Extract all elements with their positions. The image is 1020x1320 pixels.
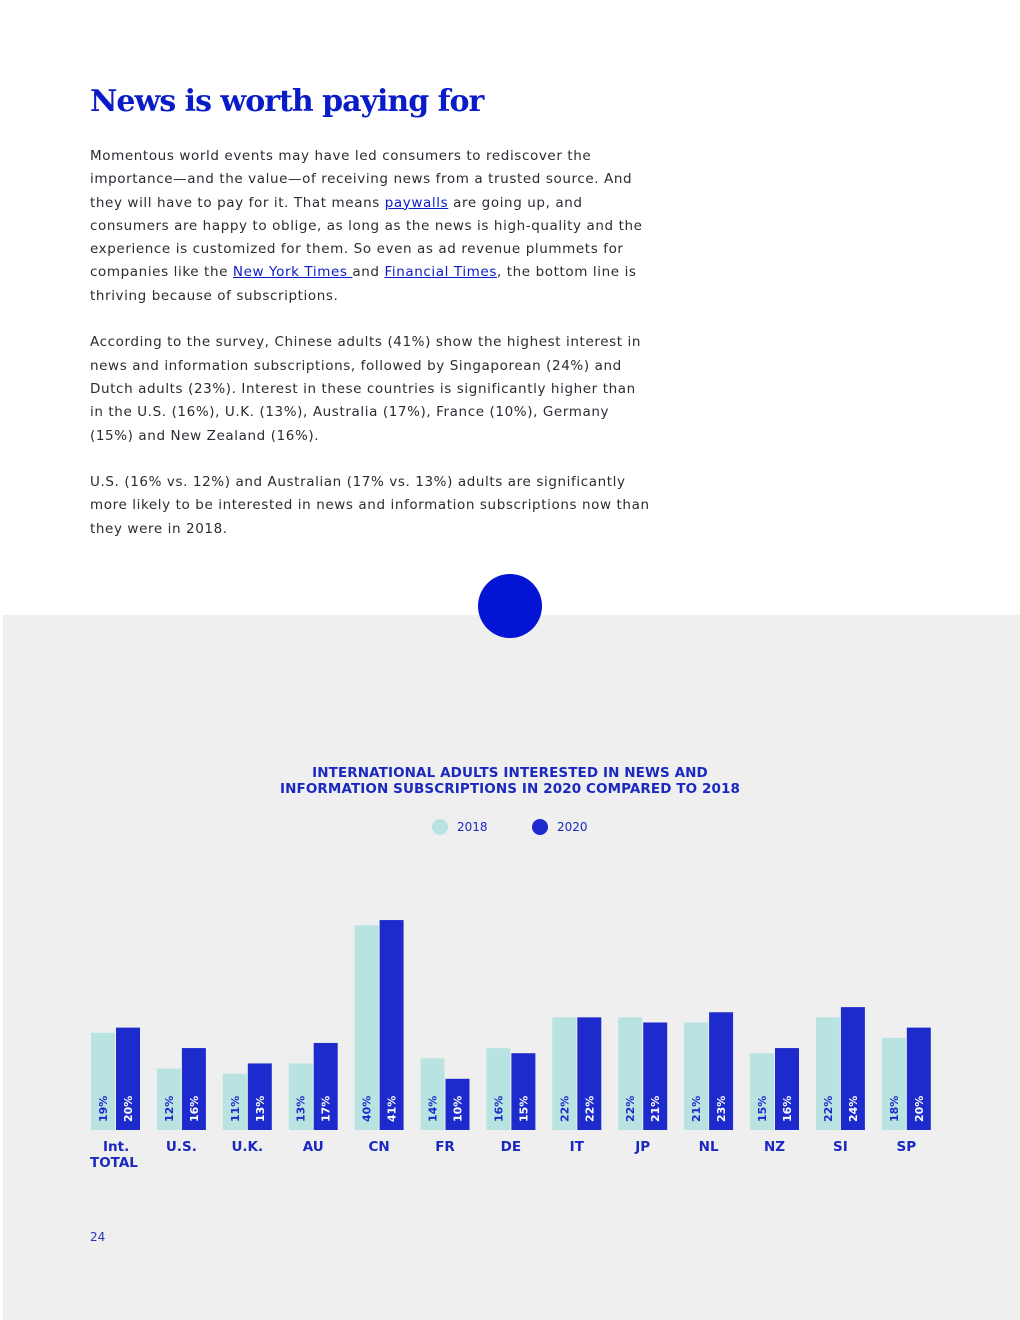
data-label-2018-fr: 14% (426, 1095, 440, 1122)
category-label-sp: SP (896, 1139, 917, 1155)
data-label-2018-jp: 22% (624, 1095, 638, 1122)
data-label-2020-u-s: 16% (187, 1095, 201, 1122)
financial-times-link[interactable]: Financial Times (384, 264, 497, 281)
data-label-2018-cn: 40% (360, 1095, 374, 1122)
data-label-2020-fr: 10% (451, 1095, 465, 1122)
paragraph-us-australia: U.S. (16% vs. 12%) and Australian (17% vs. 13%) adults are significantly more likely to be interested in news and information subscriptions now than they were in 2018. (90, 474, 650, 537)
legend-label-2020: 2020 (557, 820, 588, 834)
data-label-2018-nl: 21% (690, 1095, 704, 1122)
data-label-2020-it: 22% (583, 1095, 597, 1122)
category-label-int-total: Int. TOTAL (90, 1139, 138, 1171)
category-label-it: IT (569, 1139, 584, 1155)
category-label-si: SI (833, 1139, 848, 1155)
category-label-cn: CN (368, 1139, 390, 1155)
paragraph-text: Momentous world events may have led consumers to rediscover the importance—and the value—of receiving news from a trusted source. And they will have to pay for it. That means (90, 148, 633, 211)
data-label-2020-au: 17% (319, 1095, 333, 1122)
legend-label-2018: 2018 (457, 820, 488, 834)
data-label-2018-sp: 18% (887, 1095, 901, 1122)
data-label-2020-si: 24% (846, 1095, 860, 1122)
category-label-de: DE (500, 1139, 522, 1155)
data-label-2018-nz: 15% (756, 1095, 769, 1122)
data-label-2020-cn: 41% (385, 1095, 399, 1122)
category-label-fr: FR (435, 1139, 455, 1155)
data-label-2020-int-total: 20% (122, 1095, 135, 1122)
category-label-nz: NZ (763, 1139, 786, 1155)
paywalls-link[interactable]: paywalls (384, 194, 449, 211)
data-label-2018-si: 22% (821, 1095, 835, 1122)
category-label-nl: NL (698, 1139, 719, 1155)
data-label-2018-de: 16% (492, 1095, 506, 1122)
category-label-au: AU (302, 1139, 324, 1155)
page-number: 24 (90, 1230, 106, 1244)
category-label-u-s: U.S. (165, 1139, 197, 1155)
data-label-2020-jp: 21% (649, 1095, 663, 1122)
chart-title-line-1: INTERNATIONAL ADULTS INTERESTED IN NEWS AND (312, 765, 708, 781)
paragraph-text: , the bottom line is thriving because of subscriptions. (90, 264, 637, 304)
paragraph-text: are going up, and consumers are happy to oblige, as long as the news is high-quality and the experience is customized for them. So even as ad revenue plummets for companies like the (90, 194, 643, 281)
data-label-2018-u-k: 11% (228, 1095, 242, 1122)
data-label-2018-int-total: 19% (97, 1095, 110, 1122)
data-label-2020-sp: 20% (912, 1095, 926, 1122)
new-york-times-link[interactable]: New York Times (232, 264, 353, 281)
paragraph-text: and (352, 264, 385, 281)
data-label-2018-u-s: 12% (162, 1095, 176, 1122)
page-heading: News is worth paying for (90, 84, 484, 119)
data-label-2018-it: 22% (558, 1095, 572, 1122)
category-label-u-k: U.K. (231, 1139, 264, 1155)
data-label-2020-u-k: 13% (253, 1095, 267, 1122)
data-label-2020-nl: 23% (715, 1095, 729, 1122)
category-label-jp: JP (635, 1139, 651, 1155)
data-label-2020-nz: 16% (781, 1095, 794, 1122)
data-label-2018-au: 13% (294, 1095, 308, 1122)
data-label-2020-de: 15% (517, 1095, 531, 1122)
chart-title-line-2: INFORMATION SUBSCRIPTIONS IN 2020 COMPARED TO 2018 (280, 781, 740, 797)
paragraph-survey: According to the survey, Chinese adults (41%) show the highest interest in news and information subscriptions, followed by Singaporean (24%) and Dutch adults (23%). Interest in these countries is significantly higher than in the U.S. (16%), U.K. (13%), Australia (17%), France (10%), Germany (15%) and New Zealand (16%). (90, 334, 642, 444)
